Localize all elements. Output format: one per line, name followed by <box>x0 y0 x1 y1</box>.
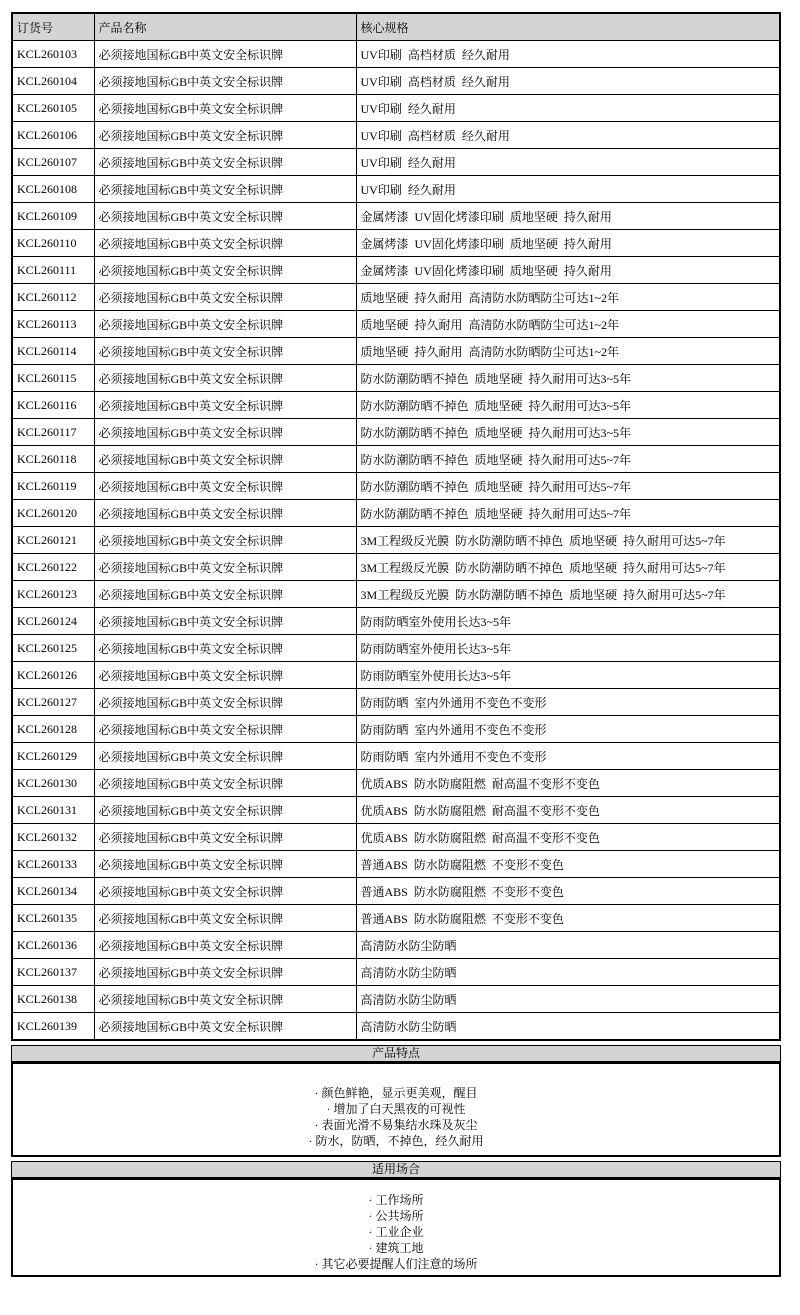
cell-core-spec: UV印刷 高档材质 经久耐用 <box>356 41 780 68</box>
table-row <box>12 824 780 851</box>
cell-product-name: 必须接地国标GB中英文安全标识牌 <box>94 716 356 743</box>
occasion-item: · 建筑工地 <box>368 1241 424 1255</box>
cell-order-code: KCL260127 <box>12 689 94 716</box>
cell-core-spec: UV印刷 经久耐用 <box>356 149 780 176</box>
cell-core-spec: 3M工程级反光膜 防水防潮防晒不掉色 质地坚硬 持久耐用可达5~7年 <box>356 554 780 581</box>
feature-item: · 增加了白天黑夜的可视性 <box>326 1102 466 1116</box>
cell-order-code: KCL260108 <box>12 176 94 203</box>
column-header-core-spec: 核心规格 <box>356 13 780 41</box>
cell-product-name: 必须接地国标GB中英文安全标识牌 <box>94 338 356 365</box>
occasion-item: · 工业企业 <box>368 1225 424 1239</box>
cell-order-code: KCL260136 <box>12 932 94 959</box>
cell-core-spec: 质地坚硬 持久耐用 高清防水防晒防尘可达1~2年 <box>356 311 780 338</box>
cell-order-code: KCL260116 <box>12 392 94 419</box>
cell-core-spec: 防水防潮防晒不掉色 质地坚硬 持久耐用可达5~7年 <box>356 446 780 473</box>
product-table <box>11 12 781 1041</box>
table-row <box>12 446 780 473</box>
cell-order-code: KCL260130 <box>12 770 94 797</box>
column-header-product-name: 产品名称 <box>94 13 356 41</box>
cell-order-code: KCL260126 <box>12 662 94 689</box>
table-row <box>12 635 780 662</box>
table-row <box>12 500 780 527</box>
occasion-item: · 工作场所 <box>368 1193 424 1207</box>
cell-order-code: KCL260131 <box>12 797 94 824</box>
feature-item: · 防水，防晒，不掉色，经久耐用 <box>308 1134 484 1148</box>
cell-product-name: 必须接地国标GB中英文安全标识牌 <box>94 419 356 446</box>
features-list <box>13 1085 779 1149</box>
cell-core-spec: UV印刷 高档材质 经久耐用 <box>356 68 780 95</box>
cell-order-code: KCL260134 <box>12 878 94 905</box>
cell-core-spec: UV印刷 经久耐用 <box>356 95 780 122</box>
cell-product-name: 必须接地国标GB中英文安全标识牌 <box>94 743 356 770</box>
cell-core-spec: 金属烤漆 UV固化烤漆印刷 质地坚硬 持久耐用 <box>356 203 780 230</box>
cell-core-spec: 防雨防晒 室内外通用不变色不变形 <box>356 716 780 743</box>
cell-core-spec: 高清防水防尘防晒 <box>356 1013 780 1041</box>
cell-product-name: 必须接地国标GB中英文安全标识牌 <box>94 149 356 176</box>
table-row <box>12 662 780 689</box>
cell-core-spec: 防水防潮防晒不掉色 质地坚硬 持久耐用可达3~5年 <box>356 419 780 446</box>
cell-product-name: 必须接地国标GB中英文安全标识牌 <box>94 473 356 500</box>
table-row <box>12 743 780 770</box>
table-row <box>12 365 780 392</box>
cell-core-spec: 金属烤漆 UV固化烤漆印刷 质地坚硬 持久耐用 <box>356 257 780 284</box>
cell-core-spec: 质地坚硬 持久耐用 高清防水防晒防尘可达1~2年 <box>356 338 780 365</box>
cell-product-name: 必须接地国标GB中英文安全标识牌 <box>94 527 356 554</box>
cell-product-name: 必须接地国标GB中英文安全标识牌 <box>94 581 356 608</box>
cell-order-code: KCL260120 <box>12 500 94 527</box>
table-row <box>12 716 780 743</box>
cell-core-spec: 高清防水防尘防晒 <box>356 986 780 1013</box>
cell-product-name: 必须接地国标GB中英文安全标识牌 <box>94 635 356 662</box>
cell-core-spec: 普通ABS 防水防腐阻燃 不变形不变色 <box>356 905 780 932</box>
cell-core-spec: 3M工程级反光膜 防水防潮防晒不掉色 质地坚硬 持久耐用可达5~7年 <box>356 581 780 608</box>
table-row <box>12 1013 780 1041</box>
table-row <box>12 203 780 230</box>
cell-core-spec: 优质ABS 防水防腐阻燃 耐高温不变形不变色 <box>356 797 780 824</box>
cell-order-code: KCL260122 <box>12 554 94 581</box>
cell-product-name: 必须接地国标GB中英文安全标识牌 <box>94 500 356 527</box>
cell-product-name: 必须接地国标GB中英文安全标识牌 <box>94 554 356 581</box>
cell-core-spec: 防水防潮防晒不掉色 质地坚硬 持久耐用可达3~5年 <box>356 365 780 392</box>
table-row <box>12 284 780 311</box>
cell-product-name: 必须接地国标GB中英文安全标识牌 <box>94 68 356 95</box>
cell-product-name: 必须接地国标GB中英文安全标识牌 <box>94 284 356 311</box>
cell-order-code: KCL260114 <box>12 338 94 365</box>
cell-core-spec: 高清防水防尘防晒 <box>356 959 780 986</box>
table-row <box>12 905 780 932</box>
cell-product-name: 必须接地国标GB中英文安全标识牌 <box>94 1013 356 1041</box>
table-row <box>12 473 780 500</box>
cell-core-spec: 防雨防晒室外使用长达3~5年 <box>356 608 780 635</box>
cell-order-code: KCL260129 <box>12 743 94 770</box>
table-row <box>12 878 780 905</box>
cell-product-name: 必须接地国标GB中英文安全标识牌 <box>94 662 356 689</box>
cell-core-spec: 普通ABS 防水防腐阻燃 不变形不变色 <box>356 851 780 878</box>
cell-product-name: 必须接地国标GB中英文安全标识牌 <box>94 905 356 932</box>
cell-product-name: 必须接地国标GB中英文安全标识牌 <box>94 824 356 851</box>
cell-order-code: KCL260111 <box>12 257 94 284</box>
cell-order-code: KCL260105 <box>12 95 94 122</box>
table-row <box>12 95 780 122</box>
table-row <box>12 257 780 284</box>
cell-product-name: 必须接地国标GB中英文安全标识牌 <box>94 41 356 68</box>
cell-order-code: KCL260107 <box>12 149 94 176</box>
table-row <box>12 338 780 365</box>
cell-order-code: KCL260121 <box>12 527 94 554</box>
table-row <box>12 689 780 716</box>
cell-product-name: 必须接地国标GB中英文安全标识牌 <box>94 257 356 284</box>
cell-order-code: KCL260110 <box>12 230 94 257</box>
cell-order-code: KCL260135 <box>12 905 94 932</box>
cell-core-spec: 防雨防晒 室内外通用不变色不变形 <box>356 743 780 770</box>
table-row <box>12 230 780 257</box>
cell-order-code: KCL260119 <box>12 473 94 500</box>
cell-product-name: 必须接地国标GB中英文安全标识牌 <box>94 932 356 959</box>
cell-product-name: 必须接地国标GB中英文安全标识牌 <box>94 365 356 392</box>
cell-order-code: KCL260138 <box>12 986 94 1013</box>
cell-core-spec: UV印刷 高档材质 经久耐用 <box>356 122 780 149</box>
cell-core-spec: 普通ABS 防水防腐阻燃 不变形不变色 <box>356 878 780 905</box>
cell-product-name: 必须接地国标GB中英文安全标识牌 <box>94 851 356 878</box>
cell-core-spec: 3M工程级反光膜 防水防潮防晒不掉色 质地坚硬 持久耐用可达5~7年 <box>356 527 780 554</box>
feature-item: · 颜色鲜艳，显示更美观，醒目 <box>314 1086 478 1100</box>
cell-core-spec: 防水防潮防晒不掉色 质地坚硬 持久耐用可达5~7年 <box>356 473 780 500</box>
cell-product-name: 必须接地国标GB中英文安全标识牌 <box>94 608 356 635</box>
table-row <box>12 770 780 797</box>
table-row <box>12 419 780 446</box>
table-row <box>12 41 780 68</box>
cell-product-name: 必须接地国标GB中英文安全标识牌 <box>94 392 356 419</box>
cell-order-code: KCL260133 <box>12 851 94 878</box>
table-row <box>12 176 780 203</box>
cell-order-code: KCL260113 <box>12 311 94 338</box>
cell-product-name: 必须接地国标GB中英文安全标识牌 <box>94 122 356 149</box>
cell-order-code: KCL260123 <box>12 581 94 608</box>
cell-order-code: KCL260124 <box>12 608 94 635</box>
table-row <box>12 554 780 581</box>
cell-product-name: 必须接地国标GB中英文安全标识牌 <box>94 176 356 203</box>
cell-core-spec: 防水防潮防晒不掉色 质地坚硬 持久耐用可达3~5年 <box>356 392 780 419</box>
cell-core-spec: 质地坚硬 持久耐用 高清防水防晒防尘可达1~2年 <box>356 284 780 311</box>
occasion-item: · 公共场所 <box>368 1209 424 1223</box>
cell-order-code: KCL260117 <box>12 419 94 446</box>
features-section-header: 产品特点 <box>11 1045 781 1062</box>
table-row <box>12 608 780 635</box>
cell-order-code: KCL260137 <box>12 959 94 986</box>
occasions-section-header: 适用场合 <box>11 1161 781 1178</box>
cell-product-name: 必须接地国标GB中英文安全标识牌 <box>94 203 356 230</box>
cell-order-code: KCL260128 <box>12 716 94 743</box>
cell-order-code: KCL260103 <box>12 41 94 68</box>
feature-item: · 表面光滑不易集结水珠及灰尘 <box>314 1118 478 1132</box>
cell-core-spec: 防雨防晒室外使用长达3~5年 <box>356 635 780 662</box>
cell-product-name: 必须接地国标GB中英文安全标识牌 <box>94 770 356 797</box>
cell-core-spec: 优质ABS 防水防腐阻燃 耐高温不变形不变色 <box>356 824 780 851</box>
features-box <box>11 1062 781 1157</box>
cell-product-name: 必须接地国标GB中英文安全标识牌 <box>94 95 356 122</box>
cell-order-code: KCL260125 <box>12 635 94 662</box>
occasions-list <box>13 1192 779 1272</box>
cell-product-name: 必须接地国标GB中英文安全标识牌 <box>94 230 356 257</box>
cell-order-code: KCL260106 <box>12 122 94 149</box>
table-row <box>12 527 780 554</box>
table-row <box>12 797 780 824</box>
cell-product-name: 必须接地国标GB中英文安全标识牌 <box>94 878 356 905</box>
cell-product-name: 必须接地国标GB中英文安全标识牌 <box>94 797 356 824</box>
table-row <box>12 392 780 419</box>
table-row <box>12 68 780 95</box>
table-body <box>12 41 780 1041</box>
cell-order-code: KCL260104 <box>12 68 94 95</box>
table-row <box>12 932 780 959</box>
cell-core-spec: UV印刷 经久耐用 <box>356 176 780 203</box>
cell-order-code: KCL260118 <box>12 446 94 473</box>
cell-core-spec: 防水防潮防晒不掉色 质地坚硬 持久耐用可达5~7年 <box>356 500 780 527</box>
occasions-box <box>11 1178 781 1277</box>
cell-order-code: KCL260139 <box>12 1013 94 1041</box>
cell-core-spec: 防雨防晒 室内外通用不变色不变形 <box>356 689 780 716</box>
cell-product-name: 必须接地国标GB中英文安全标识牌 <box>94 959 356 986</box>
cell-core-spec: 防雨防晒室外使用长达3~5年 <box>356 662 780 689</box>
table-header-row <box>12 13 780 41</box>
cell-product-name: 必须接地国标GB中英文安全标识牌 <box>94 689 356 716</box>
table-row <box>12 122 780 149</box>
cell-core-spec: 高清防水防尘防晒 <box>356 932 780 959</box>
table-row <box>12 851 780 878</box>
cell-core-spec: 金属烤漆 UV固化烤漆印刷 质地坚硬 持久耐用 <box>356 230 780 257</box>
table-row <box>12 959 780 986</box>
occasion-item: · 其它必要提醒人们注意的场所 <box>314 1257 478 1271</box>
cell-order-code: KCL260115 <box>12 365 94 392</box>
cell-order-code: KCL260132 <box>12 824 94 851</box>
cell-order-code: KCL260112 <box>12 284 94 311</box>
column-header-order-code: 订货号 <box>12 13 94 41</box>
cell-order-code: KCL260109 <box>12 203 94 230</box>
cell-product-name: 必须接地国标GB中英文安全标识牌 <box>94 311 356 338</box>
table-row <box>12 986 780 1013</box>
table-row <box>12 311 780 338</box>
table-row <box>12 581 780 608</box>
cell-product-name: 必须接地国标GB中英文安全标识牌 <box>94 986 356 1013</box>
table-row <box>12 149 780 176</box>
cell-core-spec: 优质ABS 防水防腐阻燃 耐高温不变形不变色 <box>356 770 780 797</box>
cell-product-name: 必须接地国标GB中英文安全标识牌 <box>94 446 356 473</box>
